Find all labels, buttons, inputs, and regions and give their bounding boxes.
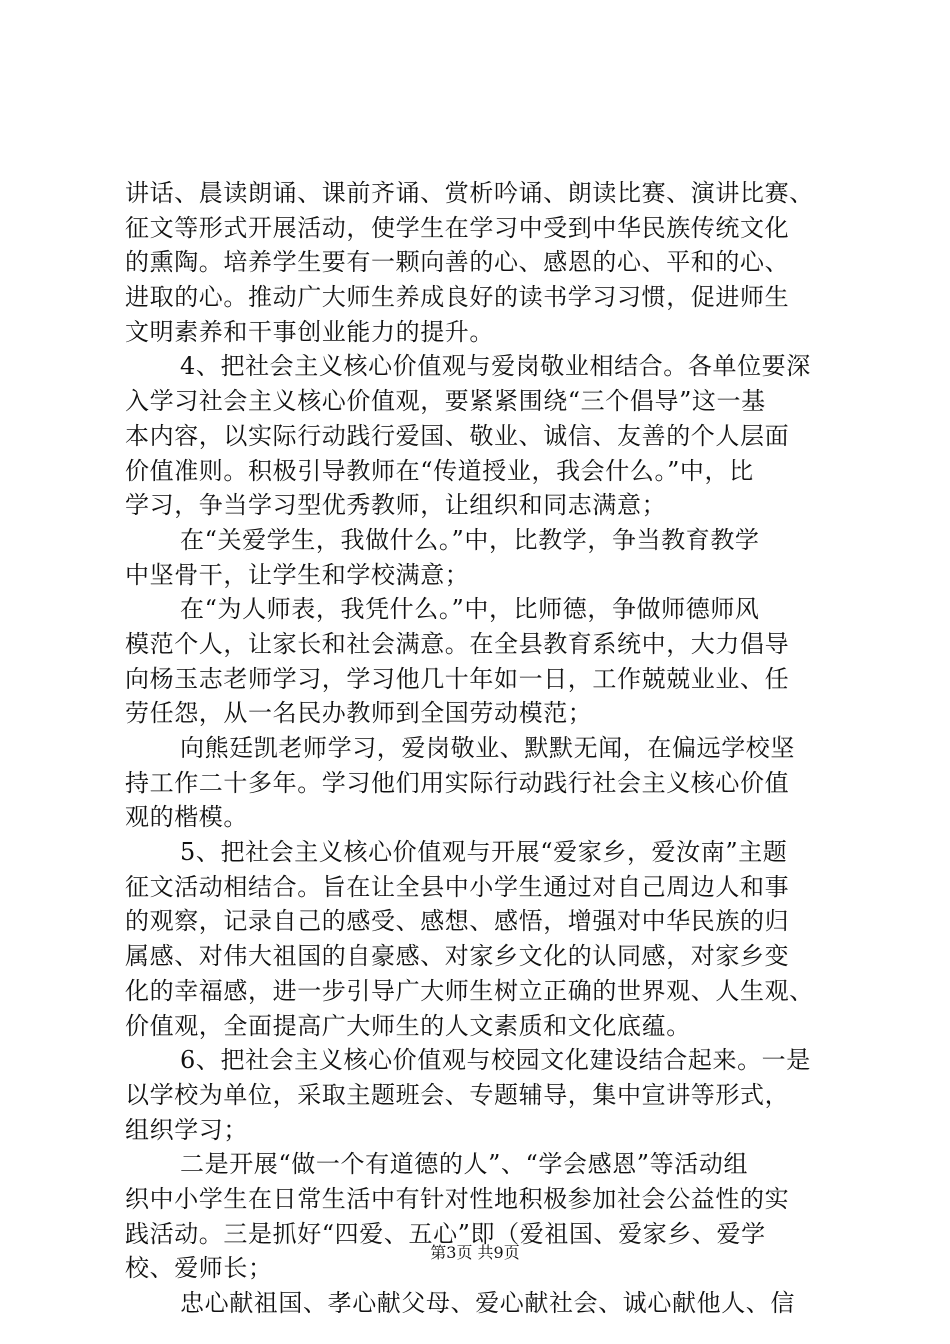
text-line: 本内容，以实际行动践行爱国、敬业、诚信、友善的个人层面	[125, 421, 790, 450]
text-line: 讲话、晨读朗诵、课前齐诵、赏析吟诵、朗读比赛、演讲比赛、	[125, 179, 814, 207]
text-line: 5、把社会主义核心价值观与开展“爱家乡，爱汝南”主题	[180, 838, 788, 867]
text-line: 校、爱师长；	[125, 1254, 273, 1283]
text-line: 观的楷模。	[125, 803, 248, 832]
text-line: 进取的心。推动广大师生养成良好的读书学习习惯，促进师生	[125, 283, 790, 312]
text-line: 持工作二十多年。学习他们用实际行动践行社会主义核心价值	[125, 768, 790, 797]
text-line: 价值准则。积极引导教师在“传道授业，我会什么。”中，比	[125, 456, 754, 485]
text-line: 向熊廷凯老师学习，爱岗敬业、默默无闻，在偏远学校坚	[180, 734, 795, 762]
document-body	[125, 176, 845, 1321]
text-line: 征文等形式开展活动，使学生在学习中受到中华民族传统文化	[125, 213, 790, 242]
text-line: 织中小学生在日常生活中有针对性地积极参加社会公益性的实	[125, 1184, 790, 1213]
text-line: 4、把社会主义核心价值观与爱岗敬业相结合。各单位要深	[180, 352, 811, 381]
text-line: 入学习社会主义核心价值观，要紧紧围绕“三个倡导”这一基	[125, 387, 766, 416]
text-line: 中坚骨干，让学生和学校满意；	[125, 560, 470, 589]
text-line: 践活动。三是抓好“四爱、五心”即（爱祖国、爱家乡、爱学	[125, 1219, 766, 1248]
text-line: 模范个人，让家长和社会满意。在全县教育系统中，大力倡导	[125, 629, 790, 658]
text-line: 的熏陶。培养学生要有一颗向善的心、感恩的心、平和的心、	[125, 248, 790, 277]
page-number-footer: 第3页 共9页	[430, 1243, 520, 1262]
text-line: 化的幸福感，进一步引导广大师生树立正确的世界观、人生观、	[125, 976, 814, 1005]
text-line: 向杨玉志老师学习，学习他几十年如一日，工作兢兢业业、任	[125, 664, 790, 693]
text-line: 6、把社会主义核心价值观与校园文化建设结合起来。一是	[180, 1046, 811, 1075]
text-line: 属感、对伟大祖国的自豪感、对家乡文化的认同感，对家乡变	[125, 942, 790, 971]
text-line: 在“关爱学生，我做什么。”中，比教学，争当教育教学	[180, 525, 760, 554]
text-line: 组织学习；	[125, 1115, 248, 1144]
text-line: 二是开展“做一个有道德的人”、“学会感恩”等活动组	[180, 1150, 749, 1179]
text-line: 征文活动相结合。旨在让全县中小学生通过对自己周边人和事	[125, 872, 790, 901]
text-line: 的观察，记录自己的感受、感想、感悟，增强对中华民族的归	[125, 907, 790, 936]
text-line: 价值观，全面提高广大师生的人文素质和文化底蕴。	[125, 1011, 691, 1040]
text-line: 文明素养和干事创业能力的提升。	[125, 317, 494, 346]
text-line: 劳任怨，从一名民办教师到全国劳动模范；	[125, 699, 593, 728]
text-line: 在“为人师表，我凭什么。”中，比师德，争做师德师风	[180, 595, 760, 624]
text-line: 以学校为单位，采取主题班会、专题辅导，集中宣讲等形式，	[125, 1080, 790, 1109]
text-line: 忠心献祖国、孝心献父母、爱心献社会、诚心献他人、信	[180, 1289, 795, 1317]
text-line: 学习，争当学习型优秀教师，让组织和同志满意；	[125, 491, 667, 520]
